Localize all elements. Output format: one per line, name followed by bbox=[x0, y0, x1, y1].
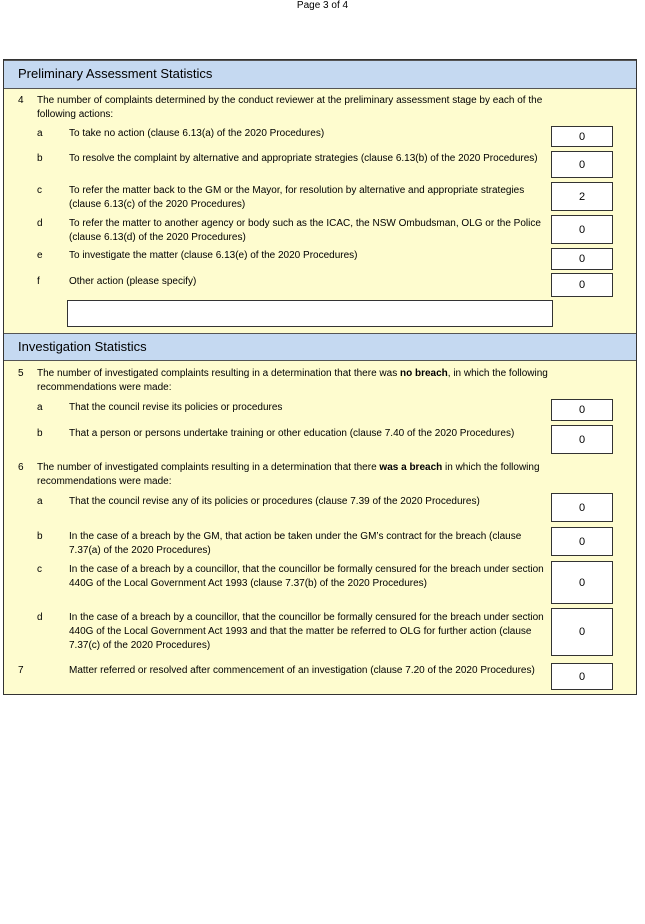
item-letter: e bbox=[37, 250, 43, 261]
item-text: That a person or persons undertake training or other education (clause 7.40 of the 2020 Procedures) bbox=[69, 428, 515, 439]
q4d-count-field[interactable]: 0 bbox=[551, 215, 613, 244]
item-text: To investigate the matter (clause 6.13(e) of the 2020 Procedures) bbox=[69, 250, 358, 261]
item-letter: b bbox=[37, 531, 43, 542]
q4e-count-field[interactable]: 0 bbox=[551, 248, 613, 270]
item-text: Other action (please specify) bbox=[69, 276, 197, 287]
item-text: To resolve the complaint by alternative and appropriate strategies (clause 6.13(b) of the 2020 Procedures) bbox=[69, 153, 538, 164]
question-number-4: 4 bbox=[18, 95, 24, 106]
item-letter: a bbox=[37, 402, 43, 413]
item-letter: c bbox=[37, 564, 42, 575]
q5b-count-field[interactable]: 0 bbox=[551, 425, 613, 454]
q7-count-field[interactable]: 0 bbox=[551, 663, 613, 690]
question-6-text: The number of investigated complaints resulting in a determination that there was a breach in which the following recommendations were made: bbox=[37, 462, 540, 487]
q5a-count-field[interactable]: 0 bbox=[551, 399, 613, 421]
item-letter: d bbox=[37, 612, 43, 623]
q6c-count-field[interactable]: 0 bbox=[551, 561, 613, 604]
page-number: Page 3 of 4 bbox=[296, 0, 349, 11]
question-number-5: 5 bbox=[18, 368, 24, 379]
item-letter: d bbox=[37, 218, 43, 229]
item-letter: c bbox=[37, 185, 42, 196]
q6a-count-field[interactable]: 0 bbox=[551, 493, 613, 522]
item-text: To refer the matter to another agency or body such as the ICAC, the NSW Ombudsman, OLG or the Police (clause 6.13(d) of the 2020 Procedures) bbox=[69, 218, 541, 243]
item-text: That the council revise its policies or procedures bbox=[69, 402, 283, 413]
other-action-specify-input[interactable] bbox=[67, 300, 553, 327]
q6b-count-field[interactable]: 0 bbox=[551, 527, 613, 556]
item-text: To take no action (clause 6.13(a) of the 2020 Procedures) bbox=[69, 128, 325, 139]
item-letter: b bbox=[37, 153, 43, 164]
question-number-6: 6 bbox=[18, 462, 24, 473]
item-text: To refer the matter back to the GM or the Mayor, for resolution by alternative and appropriate strategies (clause 6.13(c) of the 2020 Procedures) bbox=[69, 185, 525, 210]
q4b-count-field[interactable]: 0 bbox=[551, 151, 613, 178]
item-text: That the council revise any of its policies or procedures (clause 7.39 of the 2020 Procedures) bbox=[69, 496, 480, 507]
q4f-count-field[interactable]: 0 bbox=[551, 273, 613, 297]
item-letter: b bbox=[37, 428, 43, 439]
question-7-text: Matter referred or resolved after commencement of an investigation (clause 7.20 of the 2020 Procedures) bbox=[69, 665, 535, 676]
item-letter: f bbox=[37, 276, 40, 287]
question-4-text: The number of complaints determined by the conduct reviewer at the preliminary assessment stage by each of the following actions: bbox=[37, 95, 543, 120]
question-number-7: 7 bbox=[18, 665, 24, 676]
item-letter: a bbox=[37, 496, 43, 507]
item-letter: a bbox=[37, 128, 43, 139]
item-text: In the case of a breach by a councillor, that the councillor be formally censured for the breach under section 440G of the Local Government Act 1993 and that the matter be referred to OLG for further action (clause 7.37(c) of the 2020 Procedures) bbox=[69, 612, 544, 651]
section-header-preliminary: Preliminary Assessment Statistics bbox=[4, 60, 636, 89]
q4a-count-field[interactable]: 0 bbox=[551, 126, 613, 147]
question-5-text: The number of investigated complaints resulting in a determination that there was no breach, in which the following recommendations were made: bbox=[37, 368, 548, 393]
item-text: In the case of a breach by a councillor, that the councillor be formally censured for the breach under section 440G of the Local Government Act 1993 (clause 7.37(b) of the 2020 Procedures) bbox=[69, 564, 544, 589]
q6d-count-field[interactable]: 0 bbox=[551, 608, 613, 656]
item-text: In the case of a breach by the GM, that action be taken under the GM’s contract for the breach (clause 7.37(a) of the 2020 Procedures) bbox=[69, 531, 522, 556]
q4c-count-field[interactable]: 2 bbox=[551, 182, 613, 211]
section-header-investigation: Investigation Statistics bbox=[4, 333, 636, 361]
